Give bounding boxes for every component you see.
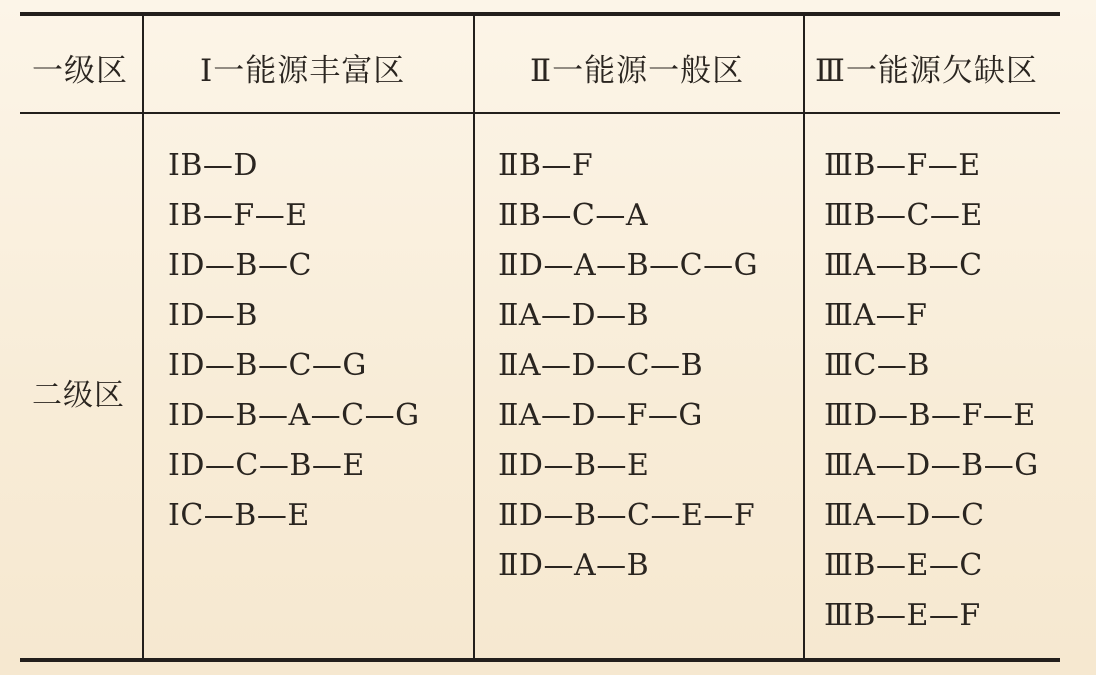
column-1-list	[168, 146, 420, 546]
table-cell: ⅢA—B—C	[824, 248, 983, 283]
table-cell: ⅡD—B—C—E—F	[498, 498, 756, 533]
table-cell: ⅢA—F	[824, 298, 928, 333]
table-cell: ⅡD—B—E	[498, 448, 650, 483]
table-cell: ⅠD—B—A—C—G	[168, 398, 420, 433]
table-header-rule	[20, 112, 1060, 114]
column-2-list	[498, 146, 758, 596]
table-cell: ⅡA—D—B	[498, 298, 650, 333]
table-cell: ⅡD—A—B—C—G	[498, 248, 759, 283]
table-bottom-rule	[20, 658, 1060, 662]
table-top-rule	[20, 12, 1060, 16]
table-cell: ⅡA—D—F—G	[498, 398, 703, 433]
table-cell: ⅢB—F—E	[824, 148, 981, 183]
table-cell: ⅢB—E—C	[824, 548, 983, 583]
header-col2: Ⅱ一能源一般区	[530, 53, 745, 89]
table-cell: ⅢB—E—F	[824, 598, 981, 633]
table-cell: ⅢB—C—E	[824, 198, 983, 233]
table-cell: ⅠD—C—B—E	[168, 448, 365, 483]
level2-label: 二级区	[32, 378, 125, 413]
header-col3: Ⅲ一能源欠缺区	[815, 53, 1038, 89]
table-cell: ⅠD—B—C	[168, 248, 312, 283]
column-3-list	[824, 146, 1039, 646]
column-divider-1	[142, 14, 144, 660]
table-cell: ⅡA—D—C—B	[498, 348, 704, 383]
header-level1-label: 一级区	[32, 53, 128, 89]
table-cell: ⅠD—B	[168, 298, 258, 333]
table-cell: ⅡD—A—B	[498, 548, 650, 583]
table-cell: ⅠC—B—E	[168, 498, 310, 533]
table-cell: ⅡB—F	[498, 148, 594, 183]
table-cell: ⅡB—C—A	[498, 198, 649, 233]
table-cell: ⅢA—D—C	[824, 498, 985, 533]
column-divider-2	[473, 14, 475, 660]
table-cell: ⅠB—F—E	[168, 198, 308, 233]
table-cell: ⅢC—B	[824, 348, 930, 383]
table-cell: ⅠB—D	[168, 148, 258, 183]
table-cell: ⅠD—B—C—G	[168, 348, 367, 383]
table-cell: ⅢD—B—F—E	[824, 398, 1036, 433]
header-col1: Ⅰ一能源丰富区	[200, 53, 406, 89]
column-divider-3	[803, 14, 805, 660]
table-cell: ⅢA—D—B—G	[824, 448, 1039, 483]
